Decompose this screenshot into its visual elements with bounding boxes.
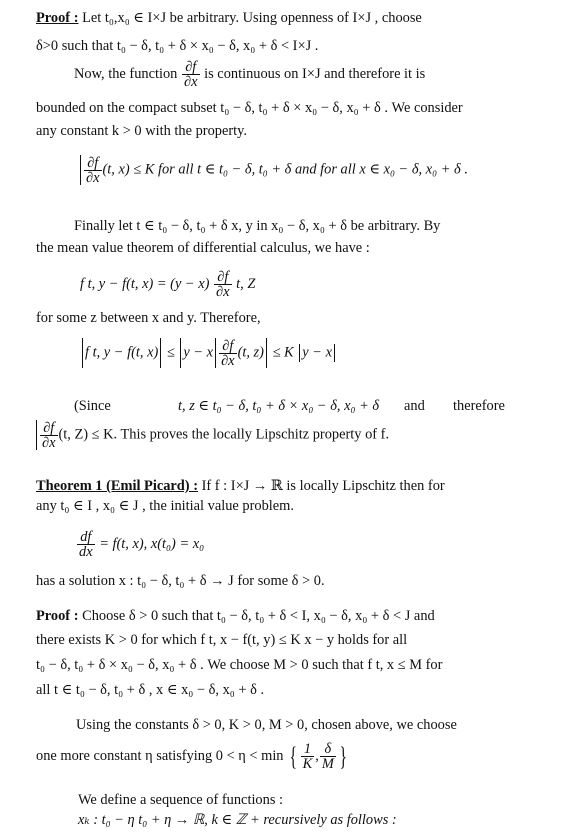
proof2-line4: all t ∈ t₀ − δ, t₀ + δ , x ∈ x₀ − δ, x₀ + δ . xyxy=(36,682,265,698)
theorem1-line2: any t₀ ∈ I , x₀ ∈ J , the initial value problem. xyxy=(36,498,294,514)
proof-label: Proof : xyxy=(36,10,79,26)
frac-den: ∂x xyxy=(42,434,56,451)
abs-bar xyxy=(299,344,300,362)
bound-inequality xyxy=(78,155,468,185)
partial-derivative xyxy=(182,60,200,89)
abs-leq-k: ≤ K xyxy=(272,344,294,361)
since-domain: t, z ∈ t₀ − δ, t₀ + δ × x₀ − δ, x₀ + δ xyxy=(178,398,380,414)
proof1-line3 xyxy=(74,60,425,89)
abs-bar xyxy=(82,338,83,368)
frac-num: ∂f xyxy=(40,421,58,436)
abs-bar xyxy=(266,338,267,368)
bound-inequality-text: (t, x) ≤ K for all t ∈ t₀ − δ, t₀ + δ and for all x ∈ x₀ − δ, x₀ + δ . xyxy=(102,161,468,178)
frac-den: ∂x xyxy=(221,352,235,369)
mean-value-equation xyxy=(80,270,255,299)
abs-bar xyxy=(334,344,335,362)
derivative xyxy=(77,530,95,559)
since-and: and xyxy=(404,398,425,414)
since-therefore: therefore xyxy=(453,398,505,414)
mvt-left: f t, y − f(t, x) = (y − x) xyxy=(80,275,210,292)
proof2-line8: xₖ : t₀ − η t₀ + η → ℝ, k ∈ ℤ + recursively as follows : xyxy=(78,812,397,828)
frac-num: 1 xyxy=(301,742,315,757)
frac-num: ∂f xyxy=(182,60,200,75)
brace-right: } xyxy=(339,742,347,771)
frac-den: ∂x xyxy=(86,169,100,186)
proof2-line2: there exists K > 0 for which f t, x − f(t, y) ≤ K x − y holds for all xyxy=(36,632,408,648)
frac-den: dx xyxy=(79,544,93,560)
partial-derivative xyxy=(214,270,232,299)
since-open: (Since xyxy=(74,398,111,414)
ode-text: = f(t, x), x(t₀) = x₀ xyxy=(99,535,205,552)
line3-text-b: is continuous on I×J and therefore it is xyxy=(204,65,426,82)
lipschitz-conclusion xyxy=(34,420,389,450)
abs-bar xyxy=(36,420,37,450)
frac-num: ∂f xyxy=(214,270,232,285)
proof-label: Proof : xyxy=(36,608,79,624)
frac-den: ∂x xyxy=(184,74,198,90)
proof1-line1 xyxy=(36,10,422,27)
proof1-line1-text: Let t₀,x₀ ∈ I×J be arbitrary. Using openness of I×J , choose xyxy=(82,10,422,26)
proof2-line1-text: Choose δ > 0 such that t₀ − δ, t₀ + δ < I, x₀ − δ, x₀ + δ < J and xyxy=(82,608,435,624)
proof1-line7: the mean value theorem of differential calculus, we have : xyxy=(36,240,370,256)
frac-den: M xyxy=(321,756,334,772)
proof1-line5: any constant k > 0 with the property. xyxy=(36,123,248,139)
partial-derivative xyxy=(84,156,102,185)
min-frac-1 xyxy=(301,742,315,771)
proof2-line5: Using the constants δ > 0, K > 0, M > 0, chosen above, we choose xyxy=(76,717,457,733)
proof2-line3: t₀ − δ, t₀ + δ × x₀ − δ, x₀ + δ . We choose M > 0 such that f t, x ≤ M for xyxy=(36,657,443,673)
proof1-line8: for some z between x and y. Therefore, xyxy=(36,310,261,326)
line3-text-a: Now, the function xyxy=(74,65,178,82)
abs-diff: y − x xyxy=(183,344,214,361)
frac-num: ∂f xyxy=(84,156,102,171)
partial-derivative xyxy=(219,339,237,368)
theorem1-line1-text: If f : I×J → ℝ is locally Lipschitz then for xyxy=(201,478,445,494)
abs-arg: (t, z) xyxy=(237,344,264,361)
frac-num: df xyxy=(77,530,95,545)
brace-left: { xyxy=(289,742,298,771)
partial-derivative xyxy=(40,421,58,450)
abs-bar xyxy=(180,338,181,368)
frac-den: ∂x xyxy=(216,284,230,300)
abs-bar-left xyxy=(80,155,81,185)
frac-num: ∂f xyxy=(219,339,237,354)
abs-leq: ≤ xyxy=(166,344,175,361)
theorem1-line3: has a solution x : t₀ − δ, t₀ + δ → J for some δ > 0. xyxy=(36,573,325,589)
min-frac-2 xyxy=(320,742,336,771)
proof1-line4: bounded on the compact subset t₀ − δ, t₀ + δ × x₀ − δ, x₀ + δ . We consider xyxy=(36,100,463,116)
abs-bar xyxy=(215,338,216,368)
proof2-line1 xyxy=(36,608,435,625)
abs-inequality xyxy=(80,338,337,368)
proof1-line2: δ>0 such that t₀ − δ, t₀ + δ × x₀ − δ, x₀ + δ < I×J . xyxy=(36,38,319,54)
line6-text: one more constant η satisfying 0 < η < min xyxy=(36,747,284,764)
theorem-label: Theorem 1 (Emil Picard) : xyxy=(36,478,198,494)
frac-den: K xyxy=(302,756,313,772)
proof1-line6: Finally let t ∈ t₀ − δ, t₀ + δ x, y in x₀ − δ, x₀ + δ be arbitrary. By xyxy=(74,218,441,234)
theorem1-line1 xyxy=(36,478,445,495)
frac-num: δ xyxy=(320,742,336,757)
proof2-line6: one more constant η satisfying 0 < η < min { $\frac{1}{K}$ , $\frac{\delta}{M}$ } xyxy=(36,741,347,772)
proof2-line7: We define a sequence of functions : xyxy=(78,792,284,808)
mvt-right: t, Z xyxy=(236,275,256,292)
abs-bar xyxy=(160,338,161,368)
abs-lhs: f t, y − f(t, x) xyxy=(85,344,159,361)
abs-diff2: y − x xyxy=(302,344,332,361)
ode-equation xyxy=(76,530,204,559)
lipschitz-text: (t, Z) ≤ K. This proves the locally Lipschitz property of f. xyxy=(58,426,390,443)
